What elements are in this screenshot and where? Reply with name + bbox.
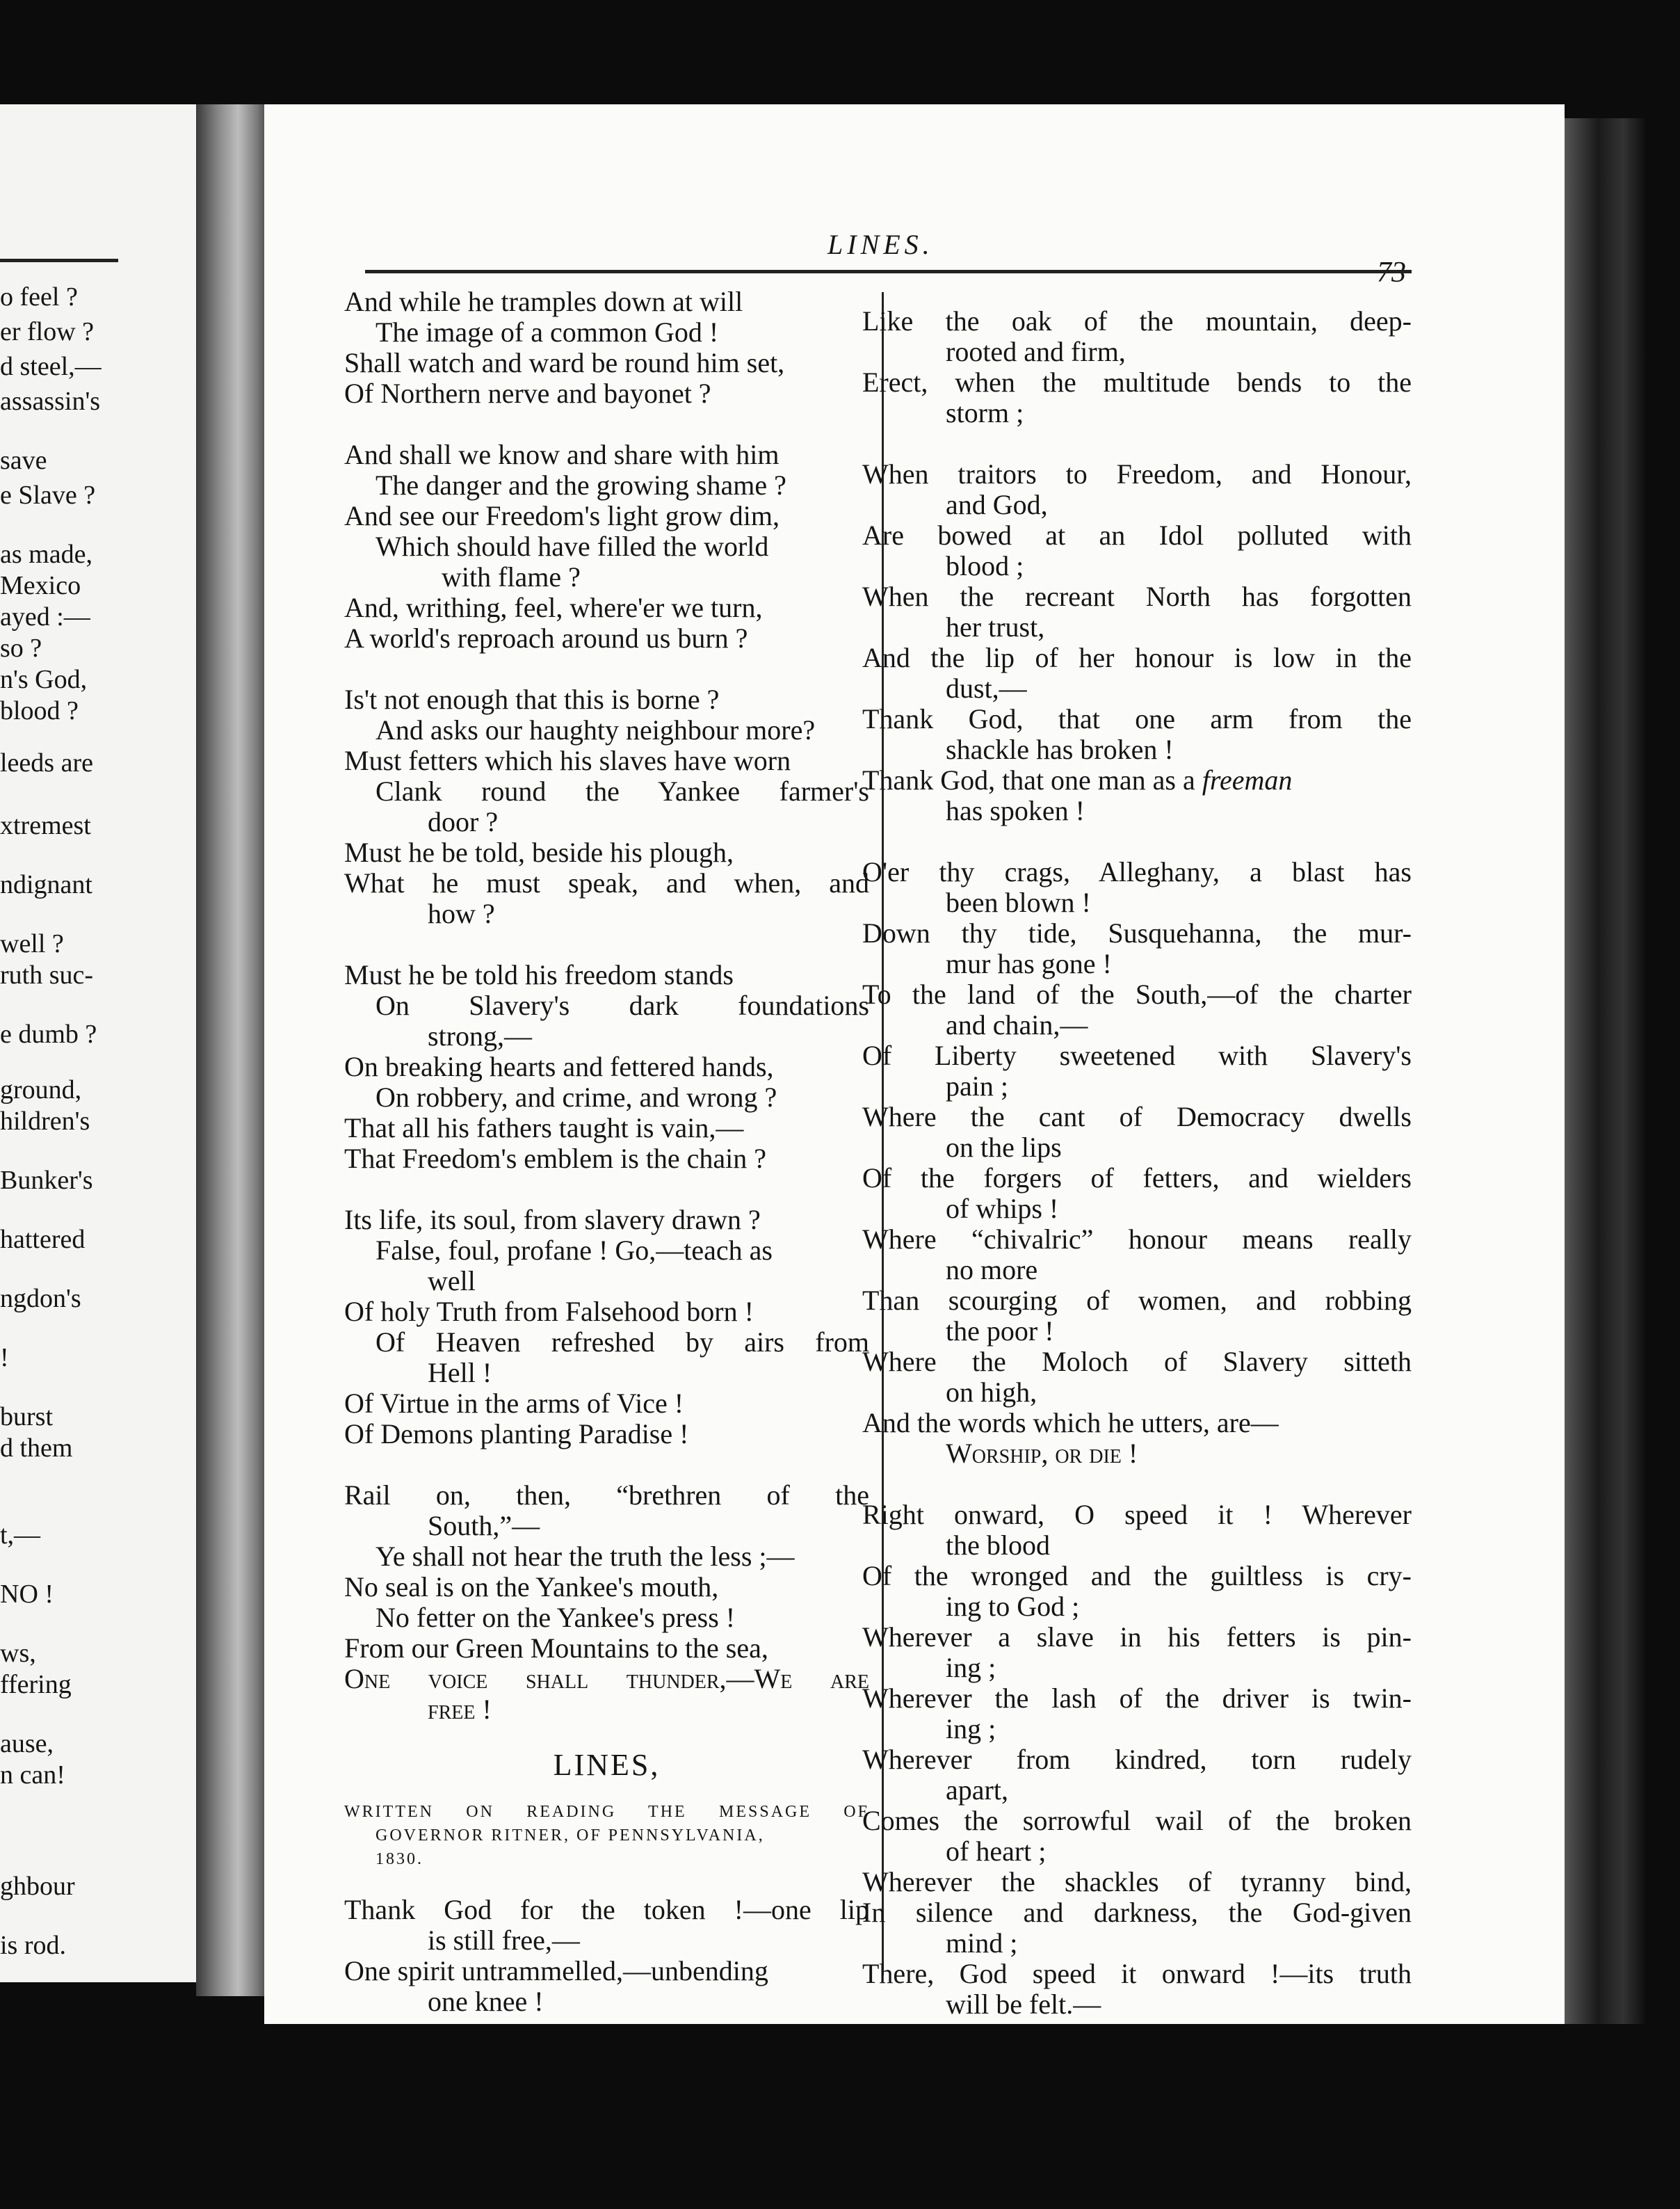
stanza [344,1205,869,1449]
poem-line: has spoken ! [946,795,1085,826]
poem-line: of heart ; [946,1836,1047,1867]
stanza [344,960,869,1174]
book-gutter [196,104,273,1996]
header-rule [365,270,1412,273]
subtitle-line: 1830. [375,1850,423,1868]
previous-page-text-fragment: e Slave ? [0,481,96,510]
poem-line: apart, [946,1774,1008,1806]
previous-page-text-fragment: ayed :— [0,602,90,632]
poem-line: On robbery, and crime, and wrong ? [375,1082,777,1113]
previous-page-text-fragment: ffering [0,1670,72,1699]
poem-line: Rail on, then, “brethren of the [344,1479,869,1511]
previous-page-text-fragment: ! [0,1343,9,1372]
previous-page-text-fragment: burst [0,1402,53,1431]
previous-page-text-fragment: ws, [0,1639,36,1668]
page-edge-shadow [1565,118,1648,2024]
poem-line: Of Virtue in the arms of Vice ! [344,1388,684,1419]
poem-line: One voice shall thunder,—We are [344,1663,869,1694]
poem-line: That all his fathers taught is vain,— [344,1112,744,1143]
poem-line: Its life, its soul, from slavery drawn ? [344,1204,761,1235]
poem-subtitle [344,1800,869,1871]
previous-page-text-fragment: leeds are [0,748,93,778]
stanza [344,1480,869,1725]
poem-line: Which should have filled the world [375,531,769,562]
poem-line: is still free,— [428,1925,580,1956]
previous-page-text-fragment: so ? [0,634,42,663]
poem-line: A world's reproach around us burn ? [344,622,748,654]
stanza [862,857,1412,1469]
poem-line [862,765,1412,796]
stanza [862,1500,1412,2020]
poem-line: and chain,— [946,1009,1088,1041]
poem-line: no more [946,1254,1038,1285]
poem-line: with flame ? [442,561,581,593]
poem-line: On breaking hearts and fettered hands, [344,1051,774,1082]
poem-line: And while he tramples down at will [344,286,743,317]
previous-page-text-fragment: save [0,446,47,475]
stanza [862,306,1412,428]
poem-line: Must he be told, beside his plough, [344,837,734,868]
poem-line: Of the wronged and the guiltless is cry- [862,1560,1412,1591]
previous-page-text-fragment: xtremest [0,811,91,840]
previous-page-text-fragment: t,— [0,1520,41,1550]
poem-line: Thank God for the token !—one lip [344,1894,869,1925]
poem-line: Of Heaven refreshed by airs from [375,1326,869,1358]
poem-line: Where the Moloch of Slavery sitteth [862,1346,1412,1377]
stanza [344,287,869,409]
previous-page-text-fragment: e dumb ? [0,1020,97,1049]
previous-page-text-fragment: d steel,— [0,352,102,381]
poem-line: And shall we know and share with him [344,439,780,470]
left-column [344,287,869,2017]
subtitle-line: GOVERNOR RITNER, OF PENNSYLVANIA, [375,1826,765,1845]
poem-line: ing ; [946,1652,996,1683]
poem-line: Right onward, O speed it ! Wherever [862,1499,1412,1530]
poem-line: Hell ! [428,1357,492,1388]
poem-line-text: Thank God, that one man as a [862,764,1195,796]
poem-line: of whips ! [946,1193,1059,1224]
previous-page-text-fragment: as made, [0,540,92,569]
poem-line: the blood [946,1529,1050,1561]
previous-page-text-fragment: ruth suc- [0,961,94,990]
subtitle-line: WRITTEN ON READING THE MESSAGE OF [344,1803,869,1821]
poem-line: Clank round the Yankee farmer's [375,776,869,807]
previous-page-text-fragment: Bunker's [0,1166,93,1195]
poem-line: Ye shall not hear the truth the less ;— [375,1541,795,1572]
poem-line: The danger and the growing shame ? [375,469,786,501]
previous-page-text-fragment: is rod. [0,1931,66,1960]
previous-page-text-fragment: Mexico [0,571,81,600]
previous-page-text-fragment: o feel ? [0,282,78,312]
poem-line: pain ; [946,1070,1008,1102]
poem-line: Comes the sorrowful wail of the broken [862,1805,1412,1836]
poem-line: her trust, [946,611,1045,643]
poem-line: well [428,1265,476,1296]
poem-line: And, writhing, feel, where'er we turn, [344,592,763,623]
previous-page-text-fragment: ground, [0,1075,82,1104]
poem-line: From our Green Mountains to the sea, [344,1632,768,1664]
poem-line: been blown ! [946,887,1091,918]
poem-line: the poor ! [946,1315,1054,1347]
poem-line: storm ; [946,397,1024,428]
poem-line: Must fetters which his slaves have worn [344,745,791,776]
poem-line: To the land of the South,—of the charter [862,979,1412,1010]
previous-page-text-fragment: hattered [0,1225,86,1254]
poem-line: No fetter on the Yankee's press ! [375,1602,736,1633]
stanza [344,440,869,654]
poem-line: Of Northern nerve and bayonet ? [344,378,711,409]
poem-line: That Freedom's emblem is the chain ? [344,1143,767,1174]
poem-line: Where the cant of Democracy dwells [862,1101,1412,1132]
right-column [862,306,1412,2020]
poem-line: And the lip of her honour is low in the [862,642,1412,673]
poem-line: on the lips [946,1132,1062,1163]
poem-line: free ! [428,1694,492,1725]
previous-page-text-fragment: n's God, [0,665,88,694]
poem-line: how ? [428,898,495,929]
poem-line: O'er thy crags, Alleghany, a blast has [862,856,1412,887]
poem-line: Is't not enough that this is borne ? [344,684,720,715]
poem-line: Down thy tide, Susquehanna, the mur- [862,917,1412,949]
poem-line: Of Demons planting Paradise ! [344,1418,689,1449]
previous-page-text-fragment: d them [0,1433,73,1463]
poem-line: There, God speed it onward !—its truth [862,1958,1412,1989]
poem-line: When the recreant North has forgotten [862,581,1412,612]
previous-page-text-fragment: blood ? [0,696,79,725]
poem-line: mind ; [946,1927,1018,1959]
italic-word: freeman [1202,764,1293,796]
previous-page-text-fragment: n can! [0,1760,65,1790]
poem-line: Where “chivalric” honour means really [862,1223,1412,1255]
poem-line: Of holy Truth from Falsehood born ! [344,1296,754,1327]
poem-line: and God, [946,489,1048,520]
poem-line: Of Liberty sweetened with Slavery's [862,1040,1412,1071]
poem-line: And asks our haughty neighbour more? [375,714,816,746]
poem-line: South,”— [428,1510,540,1541]
stanza [344,1895,869,2017]
poem-line: Wherever from kindred, torn rudely [862,1744,1412,1775]
previous-page-text-fragment: ause, [0,1729,54,1758]
poem-title: LINES, [553,1748,661,1782]
previous-page-text-fragment: er flow ? [0,317,95,346]
previous-page-text-fragment: well ? [0,929,64,958]
previous-page-text-fragment: NO ! [0,1580,54,1609]
poem-line: In silence and darkness, the God-given [862,1897,1412,1928]
poem-line: And the words which he utters, are— [862,1407,1279,1438]
stanza [344,684,869,929]
page-number: 73 [1377,257,1406,289]
poem-line: When traitors to Freedom, and Honour, [862,458,1412,490]
poem-line: Worship, or die ! [946,1438,1138,1469]
poem-line: door ? [428,806,499,837]
poem-line: strong,— [428,1020,532,1052]
poem-line: Thank God, that one arm from the [862,703,1412,734]
poem-line: Must he be told his freedom stands [344,959,734,990]
poem-line: dust,— [946,673,1027,704]
poem-line: No seal is on the Yankee's mouth, [344,1571,719,1602]
previous-page-text-fragment: hildren's [0,1107,90,1136]
poem-line: What he must speak, and when, and [344,867,869,899]
running-head: LINES. [827,229,934,260]
stanza [862,459,1412,826]
poem-line: rooted and firm, [946,336,1126,367]
poem-line: mur has gone ! [946,948,1112,979]
poem-line: Wherever a slave in his fetters is pin- [862,1621,1412,1653]
poem-line: Like the oak of the mountain, deep- [862,305,1412,337]
poem-line: Of the forgers of fetters, and wielders [862,1162,1412,1194]
poem-line: Wherever the shackles of tyranny bind, [862,1866,1412,1897]
poem-line: And see our Freedom's light grow dim, [344,500,780,531]
poem-line: The image of a common God ! [375,316,719,348]
previous-page-text-fragment: ndignant [0,870,92,899]
poem-line: on high, [946,1376,1037,1408]
poem-line: On Slavery's dark foundations [375,990,869,1021]
poem-line: Than scourging of women, and robbing [862,1285,1412,1316]
poem-line: Are bowed at an Idol polluted with [862,520,1412,551]
poem-line: One spirit untrammelled,—unbending [344,1955,768,1986]
poem-line: ing ; [946,1713,996,1744]
previous-page-rule [0,259,118,262]
poem-line: blood ; [946,550,1024,581]
poem-line: Shall watch and ward be round him set, [344,347,785,378]
previous-page-text-fragment: assassin's [0,387,101,416]
previous-page-text-fragment: ngdon's [0,1284,81,1313]
poem-line: Erect, when the multitude bends to the [862,367,1412,398]
previous-page-text-fragment: ghbour [0,1872,75,1901]
poem-line: will be felt.— [946,1989,1101,2020]
poem-line: one knee ! [428,1986,544,2017]
poem-line: shackle has broken ! [946,734,1174,765]
poem-line: Wherever the lash of the driver is twin- [862,1682,1412,1714]
poem-line: False, foul, profane ! Go,—teach as [375,1235,773,1266]
poem-line: ing to God ; [946,1591,1080,1622]
